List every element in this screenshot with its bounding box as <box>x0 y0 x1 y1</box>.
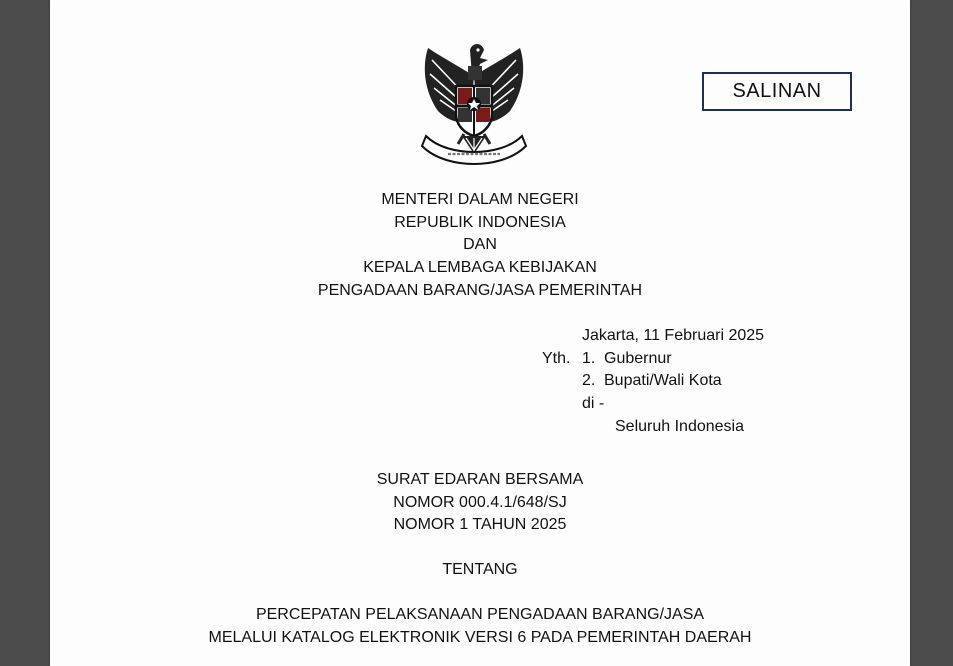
addressee-governor: Gubernur <box>604 350 672 367</box>
addressee-di: di - <box>582 395 605 412</box>
place-date: Jakarta, 11 Februari 2025 <box>582 327 765 344</box>
header-republic: REPUBLIK INDONESIA <box>394 214 566 231</box>
header-ministry: MENTERI DALAM NEGERI <box>381 191 579 208</box>
header-agency-name: PENGADAAN BARANG/JASA PEMERINTAH <box>317 282 643 299</box>
viewer-left-margin <box>0 0 50 666</box>
salinan-stamp: SALINAN <box>702 72 852 111</box>
addressee-regent: Bupati/Wali Kota <box>604 372 722 389</box>
addressee-location: Seluruh Indonesia <box>615 418 744 435</box>
viewer-right-margin <box>910 0 953 666</box>
addressee-num-2: 2. <box>582 372 596 389</box>
header-agency: KEPALA LEMBAGA KEBIJAKAN <box>363 259 597 276</box>
letter-title: SURAT EDARAN BERSAMA <box>376 471 584 488</box>
document-page <box>50 0 910 666</box>
letter-subject-2: MELALUI KATALOG ELEKTRONIK VERSI 6 PADA PEMERINTAH DAERAH <box>208 629 752 646</box>
garuda-emblem-icon <box>418 36 530 168</box>
letter-tentang: TENTANG <box>442 561 518 578</box>
addressee-yth: Yth. <box>542 350 571 367</box>
letter-subject-1: PERCEPATAN PELAKSANAAN PENGADAAN BARANG/JASA <box>255 606 705 623</box>
letter-number-1: NOMOR 000.4.1/648/SJ <box>393 494 567 511</box>
header-and: DAN <box>463 236 497 253</box>
letter-number-2: NOMOR 1 TAHUN 2025 <box>393 516 567 533</box>
addressee-num-1: 1. <box>582 350 596 367</box>
